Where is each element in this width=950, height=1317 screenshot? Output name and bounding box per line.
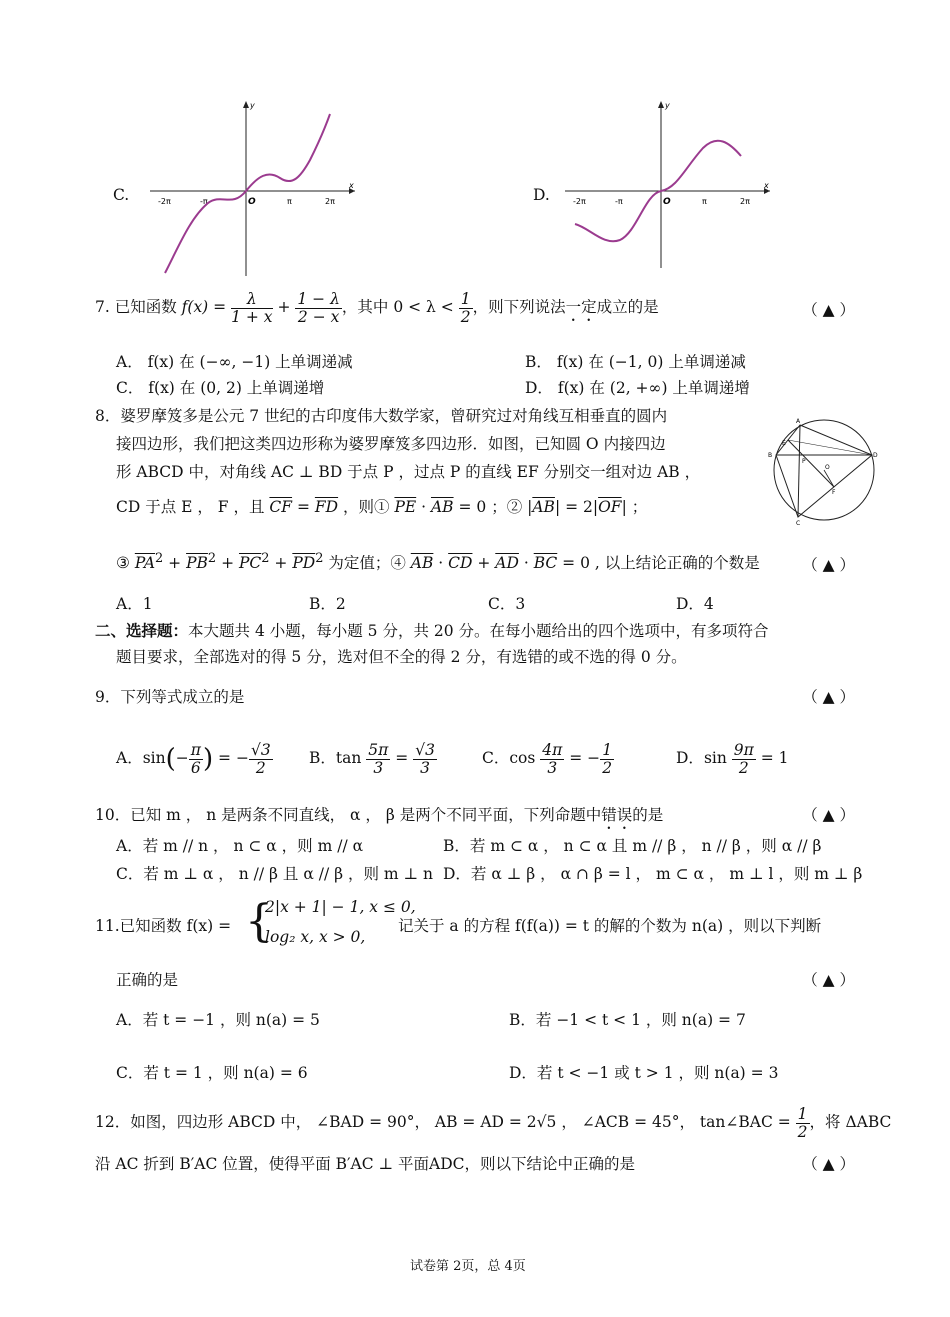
q10-option-d[interactable]: D．若 α ⊥ β ， α ∩ β = l ， m ⊂ α ， m ⊥ l ，则 m ⊥ β — [443, 865, 863, 883]
option-d-label: D. — [533, 186, 550, 204]
q10-option-a[interactable]: A．若 m // n ， n ⊂ α ，则 m // α — [116, 837, 364, 855]
q8-option-a[interactable]: A．1 — [116, 595, 153, 613]
tick-2pi: 2π — [740, 197, 750, 206]
origin-label: O — [248, 197, 256, 207]
page-footer: 试卷第 2页，总 4页 — [410, 1259, 526, 1274]
q7-option-b[interactable]: B． f(x) 在 (−1, 0) 上单调递减 — [525, 353, 746, 371]
q8-circle-figure — [768, 415, 878, 525]
q8-option-c[interactable]: C．3 — [488, 595, 526, 613]
tick-neg-2pi: -2π — [573, 197, 586, 206]
q7-option-c[interactable]: C． f(x) 在 (0, 2) 上单调递增 — [116, 379, 325, 397]
curve-c — [165, 114, 330, 273]
q7-answer-mark: （ ▲ ） — [802, 301, 855, 319]
tick-neg-2pi: -2π — [158, 197, 171, 206]
section-2-title: 二、选择题： — [95, 621, 189, 640]
label-b: B — [768, 452, 773, 459]
tick-neg-pi: -π — [615, 197, 623, 206]
y-axis-label: y — [250, 101, 255, 110]
tick-pi: π — [287, 197, 292, 206]
q8-answer-mark: （ ▲ ） — [802, 556, 855, 574]
q9-stem: 9．下列等式成立的是 — [95, 688, 245, 706]
label-a: A — [796, 418, 801, 425]
x-axis-label: x — [349, 181, 354, 190]
q8-line-2: 接四边形，我们把这类四边形称为婆罗摩笈多四边形．如图，已知圆 O 内接四边 — [116, 435, 666, 453]
q9-option-d[interactable]: D．sin $\frac{9\pi}{2}$ = 1 — [676, 740, 789, 777]
y-axis-label: y — [665, 101, 670, 110]
label-p: P — [802, 458, 806, 465]
q11-option-a[interactable]: A．若 t = −1 ，则 n(a) = 5 — [116, 1011, 320, 1029]
tick-neg-pi: -π — [200, 197, 208, 206]
label-o: O — [825, 464, 830, 471]
graph-d — [565, 98, 775, 270]
q10-option-b[interactable]: B．若 m ⊂ α ， n ⊂ α 且 m // β ， n // β ，则 α // β — [443, 837, 822, 855]
q9-option-b[interactable]: B．tan $\frac{5\pi}{3}$ = $\frac{√3}{3}$ — [309, 740, 435, 777]
q8-option-b[interactable]: B．2 — [309, 595, 346, 613]
y-arrow-icon — [658, 101, 664, 108]
brace-icon: { — [245, 896, 273, 947]
q12-answer-mark: （ ▲ ） — [802, 1155, 855, 1173]
quadrilateral-abcd — [776, 425, 872, 517]
graph-c — [150, 98, 360, 278]
tick-2pi: 2π — [325, 197, 335, 206]
label-c: C — [796, 520, 801, 525]
section-2-line-1: 二、选择题：本大题共 4 小题，每小题 5 分，共 20 分。在每小题给出的四个选项中，有多项符合 — [95, 621, 769, 640]
q9-option-c[interactable]: C．cos $\frac{4\pi}{3}$ = − $\frac{1}{2}$ — [482, 740, 613, 777]
label-d: D — [873, 452, 878, 459]
origin-label: O — [663, 197, 671, 207]
q11-line-2: 正确的是 — [116, 971, 179, 989]
option-c-label: C. — [113, 186, 130, 204]
label-f: F — [832, 489, 836, 496]
q11-option-c[interactable]: C．若 t = 1 ，则 n(a) = 6 — [116, 1064, 308, 1082]
q12-line-1: 12．如图，四边形 ABCD 中， ∠BAD = 90°， AB = AD = 2√5 ， ∠ACB = 45°， tan∠BAC = $\frac{1}{2}$ ，将 ΔABC — [95, 1104, 892, 1141]
q11-option-d[interactable]: D．若 t < −1 或 t > 1 ，则 n(a) = 3 — [509, 1064, 779, 1082]
q10-answer-mark: （ ▲ ） — [802, 806, 855, 824]
y-arrow-icon — [243, 101, 249, 108]
q7-option-d[interactable]: D． f(x) 在 (2, +∞) 上单调递增 — [525, 379, 750, 397]
q8-line-3: 形 ABCD 中，对角线 AC ⊥ BD 于点 P ，过点 P 的直线 EF 分别交一组对边 AB ， — [116, 463, 701, 481]
q8-option-d[interactable]: D．4 — [676, 595, 714, 613]
q8-line-5: ③ $\overline{PA}^2 + \overline{PB}^2 + \overline{PC}^2 + \overline{PD}^2$ 为定值；④ $\overline{AB} \cdot \overline{CD} + \overline{AD} \cdot \overline{BC} = 0$ , 以上结论正确的个数是 — [116, 551, 760, 573]
diagonal-ac — [798, 425, 800, 517]
q11-answer-mark: （ ▲ ） — [802, 971, 855, 989]
q11-option-b[interactable]: B．若 −1 < t < 1 ，则 n(a) = 7 — [509, 1011, 746, 1029]
q10-option-c[interactable]: C．若 m ⊥ α ， n // β 且 α // β ，则 m ⊥ n — [116, 865, 434, 883]
q9-answer-mark: （ ▲ ） — [802, 688, 855, 706]
q9-option-a[interactable]: A．sin(− $\frac{\pi}{6}$ ) = − $\frac{√3}{2}$ — [116, 740, 271, 777]
q10-stem: 10．已知 m ， n 是两条不同直线， α ， β 是两个不同平面，下列命题中错误的是 — [95, 806, 664, 824]
x-axis-label: x — [764, 181, 769, 190]
q12-line-2: 沿 AC 折到 B′AC 位置，使得平面 B′AC ⊥ 平面ADC，则以下结论中正确的是 — [95, 1155, 636, 1173]
q7-option-a[interactable]: A． f(x) 在 (−∞, −1) 上单调递减 — [116, 353, 353, 371]
q8-line-1: 8．婆罗摩笈多是公元 7 世纪的古印度伟大数学家，曾研究过对角线互相垂直的圆内 — [95, 407, 668, 425]
label-e: E — [782, 440, 786, 447]
q8-line-4: CD 于点 E ， F ，且 $\overline{CF} = \overline{FD}$ ，则① $\overline{PE} \cdot \overline{AB} = 0$ ；② $|\overline{AB}| = 2|\overline{OF}|$ ； — [116, 498, 648, 516]
tick-pi: π — [702, 197, 707, 206]
section-2-line-2: 题目要求，全部选对的得 5 分，选对但不全的得 2 分，有选错的或不选的得 0 分。 — [116, 648, 687, 666]
q7-stem: 7. 已知函数 f(x) = $\frac{\lambda}{1 + x}$ + $\frac{1 - \lambda}{2 - x}$ ，其中 0 < λ < $\frac{1}{2}$ ，则下列说法一定成立的是 — [95, 289, 659, 326]
